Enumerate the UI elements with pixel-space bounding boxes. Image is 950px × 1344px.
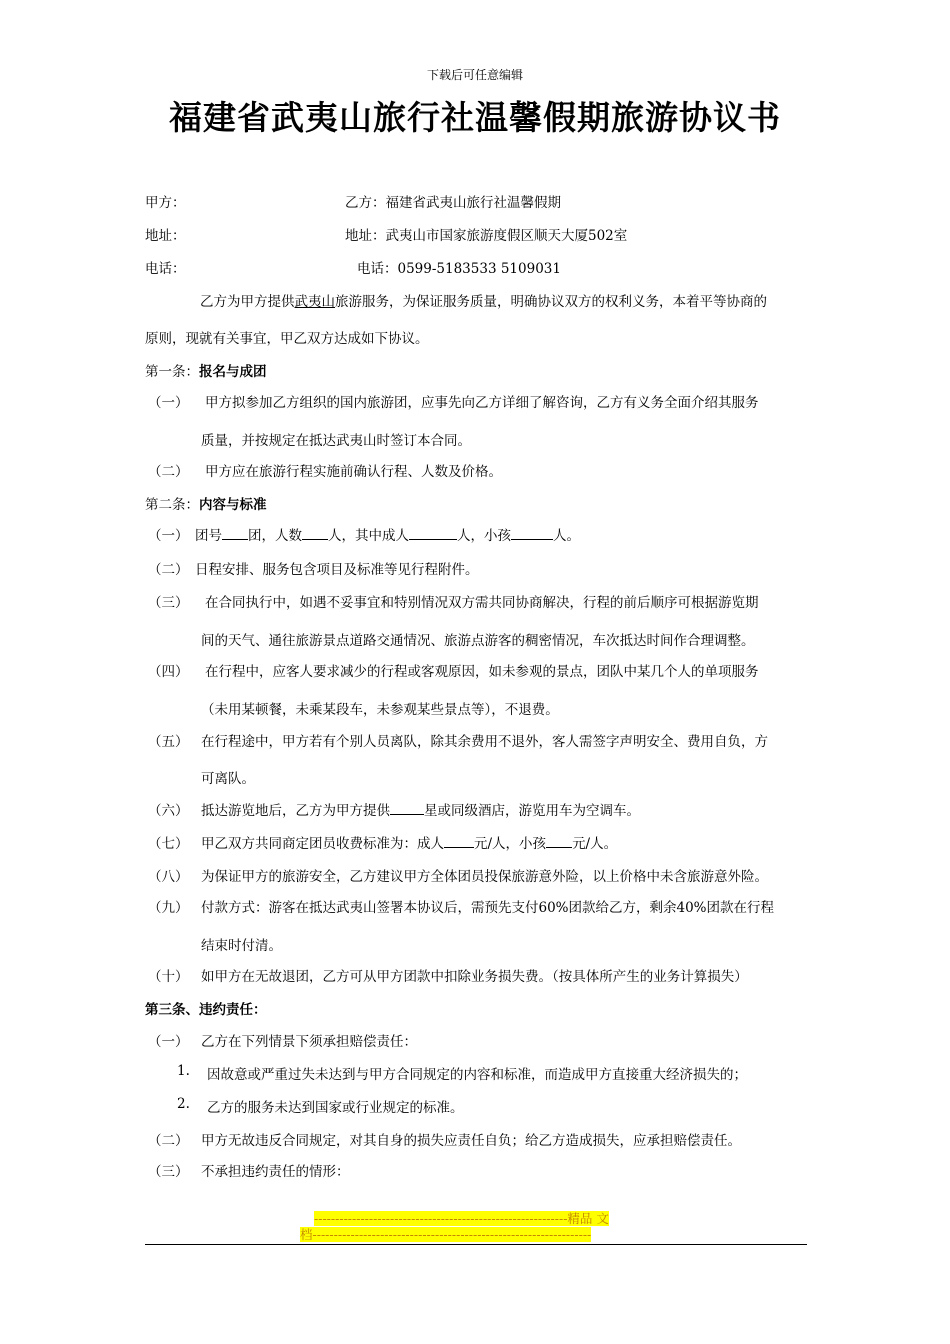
party-a-phone: 电话： bbox=[145, 261, 186, 277]
intro-line-2: 原则，现就有关事宜，甲乙双方达成如下协议。 bbox=[145, 331, 429, 347]
article-2-item-9-line-1: 付款方式：游客在抵达武夷山签署本协议后，需预先支付60%团款给乙方，剩余40%团款在行程 bbox=[201, 900, 775, 916]
article-3-sub-2-num: 2. bbox=[177, 1096, 190, 1112]
headcount-blank[interactable] bbox=[302, 525, 328, 540]
article-2-item-5-line-2: 可离队。 bbox=[201, 771, 255, 787]
article-2-item-8-num: （八） bbox=[148, 869, 189, 885]
article-2-item-6-num: （六） bbox=[148, 803, 189, 819]
footer-line-1: ------------------------------------------------------------精品 文 bbox=[314, 1211, 609, 1226]
article-1-item-1-num: （一） bbox=[148, 395, 189, 411]
article-2-item-1-text: 团号 团，人数 人，其中成人 人，小孩 人。 bbox=[195, 524, 580, 544]
article-2-item-3-line-2: 间的天气、通往旅游景点道路交通情况、旅游点游客的稠密情况，车次抵达时间作合理调整。 bbox=[201, 633, 755, 649]
tour-number-blank[interactable] bbox=[222, 525, 248, 540]
adult-count-blank[interactable] bbox=[409, 525, 457, 540]
article-2-item-5-line-1: 在行程途中，甲方若有个别人员离队，除其余费用不退外，客人需签字声明安全、费用自负，方 bbox=[201, 734, 768, 750]
article-3-item-3-num: （三） bbox=[148, 1164, 189, 1180]
party-b-label: 乙方：福建省武夷山旅行社温馨假期 bbox=[345, 195, 561, 211]
article-2-item-4-num: （四） bbox=[148, 664, 189, 680]
party-a-address: 地址： bbox=[145, 228, 186, 244]
article-1-item-2-text: 甲方应在旅游行程实施前确认行程、人数及价格。 bbox=[205, 464, 502, 480]
article-2-item-5-num: （五） bbox=[148, 734, 189, 750]
hotel-star-blank[interactable] bbox=[390, 800, 424, 815]
header-note: 下载后可任意编辑 bbox=[426, 68, 523, 82]
article-2-item-2-num: （二） bbox=[148, 562, 189, 578]
article-2-item-7-num: （七） bbox=[148, 836, 189, 852]
article-2-item-7-text: 甲乙双方共同商定团员收费标准为：成人 元/人，小孩 元/人。 bbox=[201, 832, 617, 852]
article-2-item-6-text: 抵达游览地后，乙方为甲方提供 星或同级酒店，游览用车为空调车。 bbox=[201, 799, 640, 819]
article-2-item-10-text: 如甲方在无故退团，乙方可从甲方团款中扣除业务损失费。（按具体所产生的业务计算损失） bbox=[201, 969, 748, 985]
intro-line-1: 乙方为甲方提供武夷山旅游服务，为保证服务质量，明确协议双方的权利义务，本着平等协商的 bbox=[200, 294, 767, 310]
party-b-address: 地址：武夷山市国家旅游度假区顺天大厦502室 bbox=[345, 228, 628, 244]
article-2-item-3-line-1: 在合同执行中，如遇不妥事宜和特别情况双方需共同协商解决，行程的前后顺序可根据游览期 bbox=[205, 595, 759, 611]
document-title: 福建省武夷山旅行社温馨假期旅游协议书 bbox=[169, 98, 781, 137]
child-fee-blank[interactable] bbox=[546, 833, 572, 848]
article-2-item-10-num: （十） bbox=[148, 969, 189, 985]
article-3-heading: 第三条、违约责任： bbox=[145, 1002, 267, 1018]
article-2-heading: 第二条：内容与标准 bbox=[145, 497, 267, 513]
article-1-item-1-line-1: 甲方拟参加乙方组织的国内旅游团，应事先向乙方详细了解咨询，乙方有义务全面介绍其服务 bbox=[205, 395, 759, 411]
party-a-label: 甲方： bbox=[145, 195, 186, 211]
article-3-item-1-num: （一） bbox=[148, 1034, 189, 1050]
article-2-item-9-line-2: 结束时付清。 bbox=[201, 938, 282, 954]
article-2-item-3-num: （三） bbox=[148, 595, 189, 611]
article-1-item-1-line-2: 质量，并按规定在抵达武夷山时签订本合同。 bbox=[201, 433, 471, 449]
article-2-item-4-line-2: （未用某顿餐，未乘某段车，未参观某些景点等），不退费。 bbox=[201, 702, 559, 718]
footer-rule bbox=[145, 1244, 807, 1245]
article-3-sub-1-text: 因故意或严重过失未达到与甲方合同规定的内容和标准，而造成甲方直接重大经济损失的； bbox=[207, 1067, 747, 1083]
article-1-heading: 第一条：报名与成团 bbox=[145, 364, 267, 380]
adult-fee-blank[interactable] bbox=[444, 833, 474, 848]
article-3-item-2-text: 甲方无故违反合同规定，对其自身的损失应责任自负；给乙方造成损失，应承担赔偿责任。 bbox=[201, 1133, 741, 1149]
article-2-item-8-text: 为保证甲方的旅游安全，乙方建议甲方全体团员投保旅游意外险，以上价格中未含旅游意外险。 bbox=[201, 869, 768, 885]
article-3-item-2-num: （二） bbox=[148, 1133, 189, 1149]
child-count-blank[interactable] bbox=[511, 525, 553, 540]
article-2-item-4-line-1: 在行程中，应客人要求减少的行程或客观原因，如未参观的景点，团队中某几个人的单项服务 bbox=[205, 664, 759, 680]
wuyishan-link[interactable]: 武夷山 bbox=[294, 294, 335, 310]
article-3-sub-1-num: 1. bbox=[177, 1063, 190, 1079]
article-3-item-1-text: 乙方在下列情景下须承担赔偿责任： bbox=[201, 1034, 417, 1050]
article-1-item-2-num: （二） bbox=[148, 464, 189, 480]
article-3-sub-2-text: 乙方的服务未达到国家或行业规定的标准。 bbox=[207, 1100, 464, 1116]
footer-line-2: 档------------------------------------------------------------------ bbox=[300, 1227, 592, 1242]
article-2-item-9-num: （九） bbox=[148, 900, 189, 916]
party-b-phone: 电话：0599-5183533 5109031 bbox=[357, 261, 561, 277]
article-3-item-3-text: 不承担违约责任的情形： bbox=[201, 1164, 350, 1180]
article-2-item-1-num: （一） bbox=[148, 528, 189, 544]
article-2-item-2-text: 日程安排、服务包含项目及标准等见行程附件。 bbox=[195, 562, 479, 578]
